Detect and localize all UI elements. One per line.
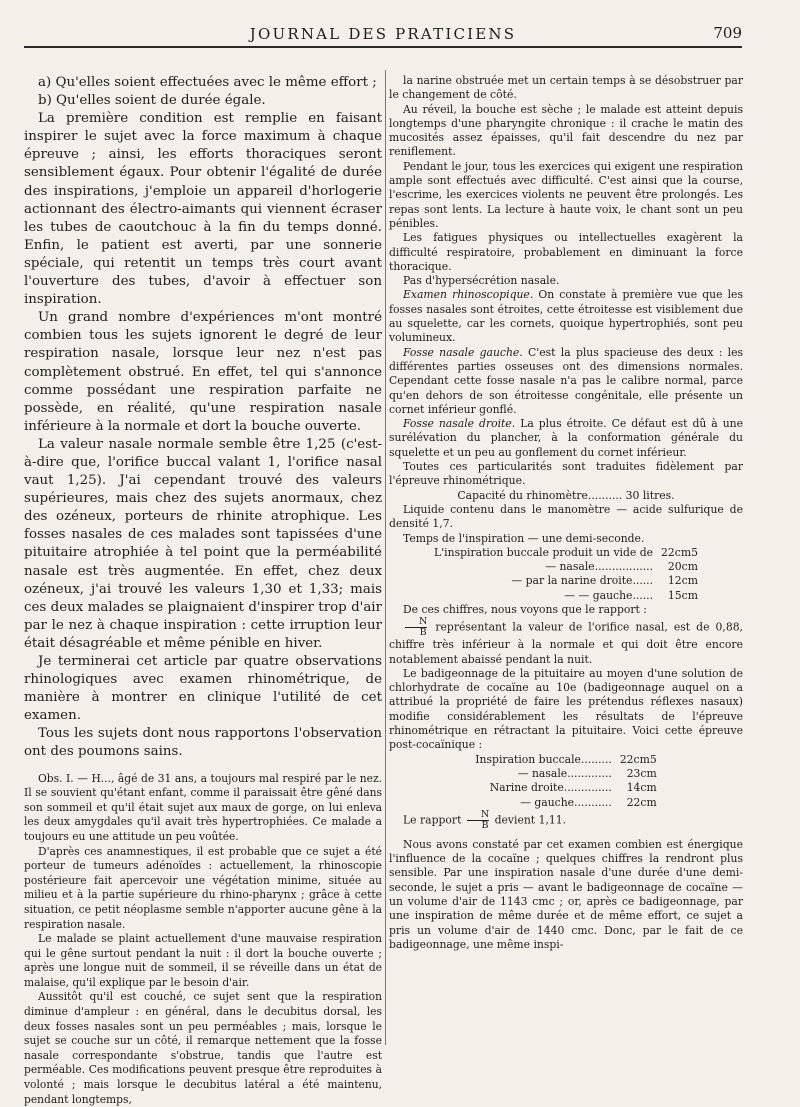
paragraph: Temps de l'inspiration — une demi-seconde. xyxy=(403,531,645,545)
paragraph: Liquide contenu dans le manomètre — acide sulfurique de densité 1,7. xyxy=(389,502,743,531)
table-row: — par la narine droite...... 12cm xyxy=(511,574,698,588)
table-row: — — gauche...... 15cm xyxy=(564,588,698,602)
table-row: L'inspiration buccale produit un vide de 22cm5 xyxy=(434,545,698,559)
paragraph: Fosse nasale gauche. C'est la plus spacieuse des deux : les différentes parties osseuses ont des dimensions normales. Cependant cette fosse nasale n'a pas le calibre normal, parce qu'en dehors de son étroitesse congénitale, elle présente un cornet inférieur gonflé. xyxy=(389,345,743,416)
table-row: — gauche........... 22cm xyxy=(520,795,657,809)
left-column xyxy=(24,74,382,1107)
paragraph: Tous les sujets dont nous rapportons l'observation ont des poumons sains. xyxy=(24,726,382,760)
paragraph: Un grand nombre d'expériences m'ont montré combien tous les sujets ignorent le degré de leur respiration nasale, lorsque leur nez n'est pas complètement obstrué. En effet, tel qui s'annonce comme possédant une respiration parfaite ne possède, en réalité, qu'une respiration nasale inférieure à la normale et dort la bouche ouverte. xyxy=(24,310,382,434)
paragraph: La valeur nasale normale semble être 1,25 (c'est-à-dire que, l'orifice buccal valant 1, l'orifice nasal vaut 1,25). J'ai cependant trouvé des valeurs supérieures, mais chez des sujets anormaux, chez des ozéneux, porteurs de rhinite atrophique. Les fosses nasales de ces malades sont tapissées d'une pituitaire atrophiée à tel point que la perméabilité nasale est très augmentée. En effet, chez deux ozéneux, j'ai trouvé les valeurs 1,30 et 1,33; mais ces deux malades se plaignaient d'inspirer trop d'air par le nez à chaque inspiration : cette irruption leur était désagréable et même pénible en hiver. xyxy=(24,436,382,651)
paragraph: Pendant le jour, tous les exercices qui exigent une respiration ample sont effectués avec difficulté. C'est ainsi que la course, l'escrime, les exercices violents ne peuvent être prolongés. Les repas sont lents. La lecture à haute voix, le chant sont un peu pénibles. xyxy=(389,159,743,230)
column-divider xyxy=(385,70,386,1045)
paragraph: Pas d'hypersécrétion nasale. xyxy=(403,274,560,288)
capacity-line: Capacité du rhinomètre.......... 30 litres. xyxy=(457,488,675,502)
right-column xyxy=(389,74,743,952)
measurement-table xyxy=(432,546,700,603)
paragraph: $\frac{N}{B}$ représentant la valeur de l'orifice nasal, est de 0,88, chiffre très inférieur à la normale et qui doit être encore notablement abaissé pendant la nuit. xyxy=(389,616,743,666)
fraction: $\frac{N}{B}$ xyxy=(405,617,427,638)
paragraph: De ces chiffres, nous voyons que le rapport : xyxy=(403,602,647,616)
table-row: Narine droite.............. 14cm xyxy=(489,781,657,795)
observation-paragraph: Aussitôt qu'il est couché, ce sujet sent que la respiration diminue d'ampleur : en général, dans le decubitus dorsal, les deux fosses nasales sont un peu perméables ; mais, lorsque le sujet se couche sur un côté, il remarque nettement que la fosse nasale correspondante s'obstrue, tandis que l'autre est perméable. Ces modifications peuvent presque être reproduites à volonté ; mais lorsque le decubitus latéral a été maintenu, pendant longtemps, xyxy=(24,990,382,1106)
table-row: — nasale................. 20cm xyxy=(545,560,698,574)
paragraph: Je terminerai cet article par quatre observations rhinologiques avec examen rhinométrique, de manière à montrer en clinique l'utilité de cet examen. xyxy=(24,654,382,724)
section-lead: Examen rhinoscopique. xyxy=(403,288,534,302)
observation-paragraph: Obs. I. — H..., âgé de 31 ans, a toujours mal respiré par le nez. Il se souvient qu'étant enfant, comme il paraissait être gêné dans son sommeil et qu'il était sujet aux maux de gorge, on lui enleva les deux amygdales qu'il avait très hypertrophiées. Ce malade a toujours eu une attitude un peu voûtée. xyxy=(24,771,382,843)
list-item-a: a) Qu'elles soient effectuées avec le même effort ; xyxy=(38,75,377,90)
post-cocaine-table xyxy=(473,753,658,810)
paragraph: Le rapport $\frac{N}{B}$ devient 1,11. xyxy=(403,808,567,831)
paragraph: Les fatigues physiques ou intellectuelles exagèrent la difficulté respiratoire, probablement en diminuant la force thoracique. xyxy=(389,231,743,273)
list-item-b: b) Qu'elles soient de durée égale. xyxy=(38,93,266,109)
paragraph: Fosse nasale droite. La plus étroite. Ce défaut est dû à une surélévation du plancher, à la conformation générale du squelette et un peu au gonflement du cornet inférieur. xyxy=(389,417,743,459)
section-lead: Fosse nasale droite. xyxy=(403,417,516,431)
journal-title: JOURNAL DES PRATICIENS xyxy=(249,25,517,43)
paragraph: La première condition est remplie en faisant inspirer le sujet avec la force maximum à chaque épreuve ; ainsi, les efforts thoraciques seront sensiblement égaux. Pour obtenir l'égalité de durée des inspirations, j'emploie un appareil d'horlogerie actionnant des électro-aimants qui viennent écraser les tubes de caoutchouc à la fin du temps donné. Enfin, le patient est averti, par une sonnerie spéciale, qui retentit un temps très court avant l'ouverture des tubes, d'avoir à effectuer son inspiration. xyxy=(24,111,382,308)
table-row: Inspiration buccale......... 22cm5 xyxy=(475,752,657,766)
paragraph: la narine obstruée met un certain temps à se désobstruer par le changement de côté. xyxy=(389,74,743,102)
paragraph: Examen rhinoscopique. On constate à première vue que les fosses nasales sont étroites, cette étroitesse est visiblement due au squelette, car les cornets, quoique hypertrophiés, sont peu volumineux. xyxy=(389,288,743,345)
paragraph: Au réveil, la bouche est sèche ; le malade est atteint depuis longtemps d'une pharyngite chronique : il crache le matin des mucosités assez épaisses, qu'il fait descendre du nez par reniflement. xyxy=(389,102,743,159)
fraction: $\frac{N}{B}$ xyxy=(467,810,489,831)
paragraph: Nous avons constaté par cet examen combien est énergique l'influence de la cocaïne ; quelques chiffres la rendront plus sensible. Par une inspiration nasale d'une durée d'une demi-seconde, le sujet a pris — avant le badigeonnage de cocaïne — un volume d'air de 1143 cmc ; or, après ce badigeonnage, par une inspiration de même durée et de même effort, ce sujet a pris un volume d'air de 1440 cmc. Donc, par le fait de ce badigeonnage, une même inspi- xyxy=(389,837,743,951)
table-row: — nasale............. 23cm xyxy=(517,766,657,780)
page-number: 709 xyxy=(713,24,742,42)
observation-paragraph: Le malade se plaint actuellement d'une mauvaise respiration qui le gêne surtout pendant la nuit : il dort la bouche ouverte ; après une longue nuit de sommeil, il se réveille dans un état de malaise, qu'il explique par le besoin d'air. xyxy=(24,932,382,989)
paragraph: Le badigeonnage de la pituitaire au moyen d'une solution de chlorhydrate de cocaïne au 10e (badigeonnage auquel on a attribué la propriété de faire les prétendus réflexes nasaux) modifie considérablement les résultats de l'épreuve rhinométrique en rétractant la pituitaire. Voici cette épreuve post-cocaïnique : xyxy=(389,666,743,752)
paragraph: Toutes ces particularités sont traduites fidèlement par l'épreuve rhinométrique. xyxy=(389,460,743,488)
section-lead: Fosse nasale gauche. xyxy=(403,345,523,359)
page-header xyxy=(24,22,742,48)
observation-block xyxy=(24,772,382,1107)
observation-paragraph: D'après ces anamnestiques, il est probable que ce sujet a été porteur de tumeurs adénoïdes : actuellement, la rhinoscopie postérieure fait apercevoir une végétation minime, située au milieu et à la partie supérieure du rhino-pharynx ; grâce à cette situation, ce petit néoplasme semble n'apporter aucune gêne à la respiration nasale. xyxy=(24,844,382,931)
